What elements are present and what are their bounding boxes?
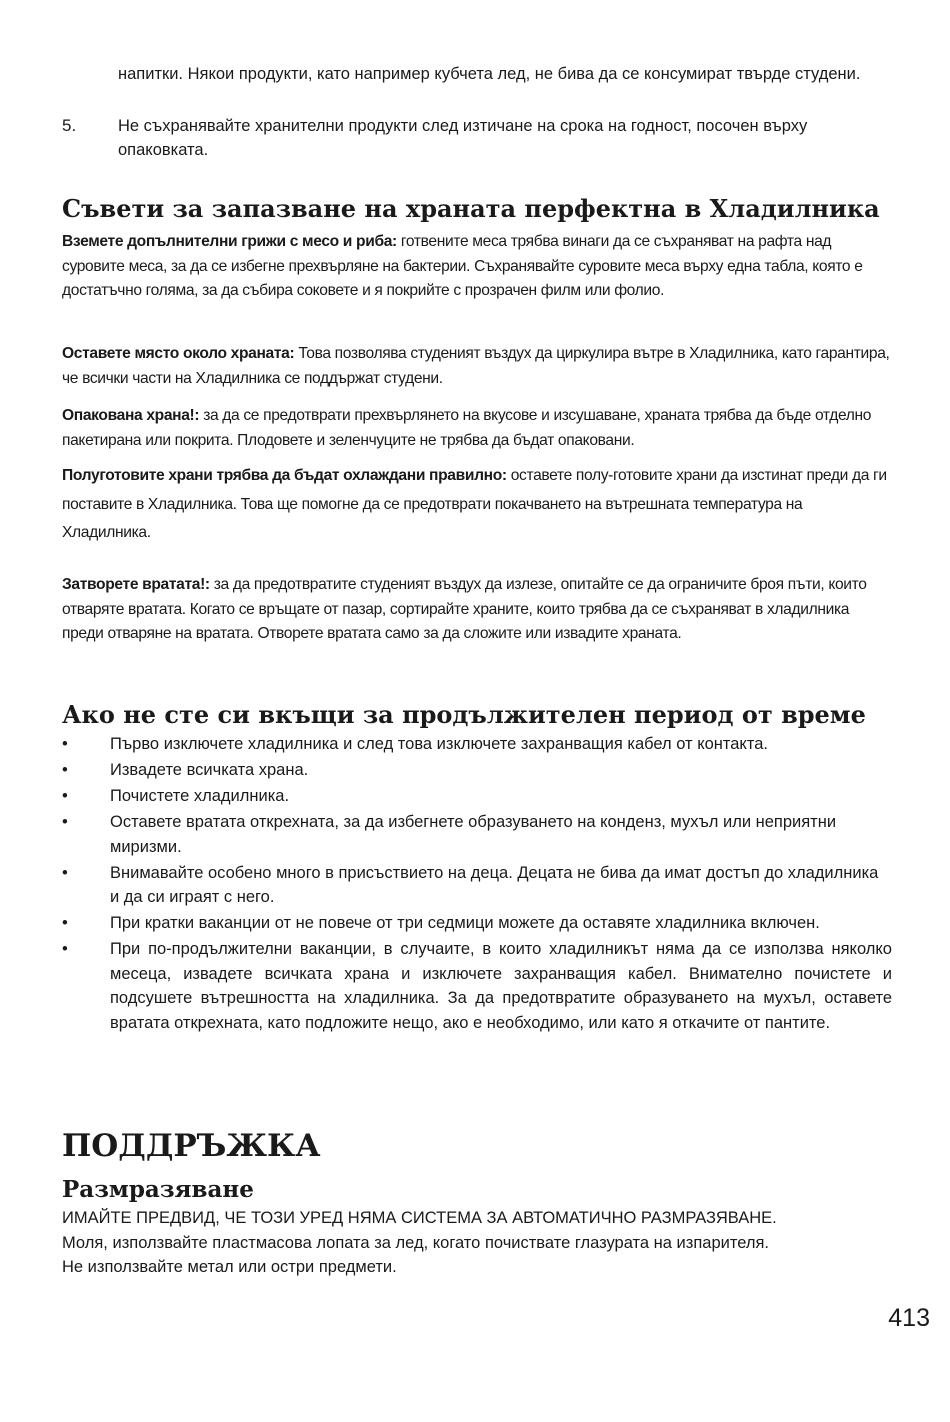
page-number: 413 [888, 1304, 930, 1332]
tip-lead: Оставете място около храната: [62, 345, 295, 362]
section-heading-maintenance: ПОДДРЪЖКА [62, 1128, 321, 1164]
item-text: Не съхранявайте хранителни продукти след изтичане на срока на годност, посочен върху опаковката. [118, 117, 808, 159]
defrost-notice: ИМАЙТЕ ПРЕДВИД, ЧЕ ТОЗИ УРЕД НЯМА СИСТЕМА ЗА АВТОМАТИЧНО РАЗМРАЗЯВАНЕ. [62, 1209, 777, 1227]
tip-text: оставете полу-готовите храни да изстинат преди да ги поставите в Хладилника. Това ще помогне да се предотврати покачването на вътрешната температура на Хладилника. [62, 467, 887, 541]
defrosting-text [62, 1206, 892, 1280]
subheading-defrosting: Размразяване [62, 1176, 254, 1203]
section-heading-away: Ако не сте си вкъщи за продължителен период от време [62, 700, 866, 729]
item-number: 5. [62, 116, 77, 135]
tip-paragraph-meat-fish [62, 230, 892, 304]
tip-lead: Полуготовите храни трябва да бъдат охлаждани правилно: [62, 467, 507, 484]
tip-text: за да предотвратите студеният въздух да излезе, опитайте се да ограничите броя пъти, които отваряте вратата. Когато се връщате от пазар, сортирайте храните, които трябва да се съхраняват в хладилника преди отваряне на вратата. Отворете вратата само за да сложите или извадите храната. [62, 576, 867, 642]
defrost-warning: Не използвайте метал или остри предмети. [62, 1258, 397, 1276]
bullet-icon: • [62, 761, 68, 779]
bullet-icon: • [62, 914, 68, 932]
tip-paragraph-packaged [62, 404, 892, 453]
tip-paragraph-semi-cooked [62, 462, 892, 548]
tip-text: за да се предотврати прехвърлянето на вкусове и изсушаване, храната трябва да бъде отделно пакетирана или покрита. Плодовете и зеленчуците не трябва да бъдат опаковани. [62, 407, 872, 449]
numbered-item-5 [62, 114, 892, 162]
tip-lead: Затворете вратата!: [62, 576, 210, 593]
tip-text: готвените меса трябва винаги да се съхраняват на рафта над суровите меса, за да се избегне прехвърляне на бактерии. Съхранявайте суровите меса върху една табла, която е достатъчно голяма, за да събира соковете и я покрийте с прозрачен филм или фолио. [62, 233, 863, 299]
tip-lead: Вземете допълнителни грижи с месо и риба: [62, 233, 397, 250]
tip-text: Това позволява студеният въздух да циркулира вътре в Хладилника, като гарантира, че всички части на Хладилника се поддържат студени. [62, 345, 890, 387]
list-item: • При кратки ваканции от не повече от три седмици можете да оставяте хладилника включен. [62, 911, 892, 936]
tip-lead: Опакована храна!: [62, 407, 200, 424]
list-item: • Почистете хладилника. [62, 784, 892, 809]
list-item: • Първо изключете хладилника и след това изключете захранващия кабел от контакта. [62, 732, 892, 757]
bullet-icon: • [62, 940, 68, 958]
bullet-icon: • [62, 735, 68, 753]
away-bullet-list [62, 732, 892, 1037]
tip-paragraph-space [62, 342, 892, 391]
bullet-icon: • [62, 787, 68, 805]
continued-list-text: напитки. Някои продукти, като например кубчета лед, не бива да се консумират твърде студени. [118, 65, 861, 83]
section-heading-tips: Съвети за запазване на храната перфектна в Хладилника [62, 194, 880, 223]
bullet-icon: • [62, 863, 68, 882]
bullet-icon: • [62, 813, 68, 831]
list-item: • Оставете вратата открехната, за да избегнете образуването на конденз, мухъл или неприятни миризми. [62, 810, 892, 859]
list-item: • Извадете всичката храна. [62, 758, 892, 783]
list-item: • Внимавайте особено много в присъствието на деца. Децата не бива да имат достъп до хладилника и да си играят с него. [62, 861, 892, 910]
list-item: • При по-продължителни ваканции, в случаите, в които хладилникът няма да се използва няколко месеца, извадете всичката храна и изключете захранващия кабел. Внимателно почистете и подсушете вътрешността на хладилника. За да предотвратите образуването на мухъл, оставете вратата открехната, като подложите нещо, ако е необходимо, или като я откачите от пантите. [62, 937, 892, 1035]
tip-paragraph-door [62, 573, 892, 647]
defrost-instruction: Моля, използвайте пластмасова лопата за лед, когато почиствате глазурата на изпарителя. [62, 1233, 769, 1252]
